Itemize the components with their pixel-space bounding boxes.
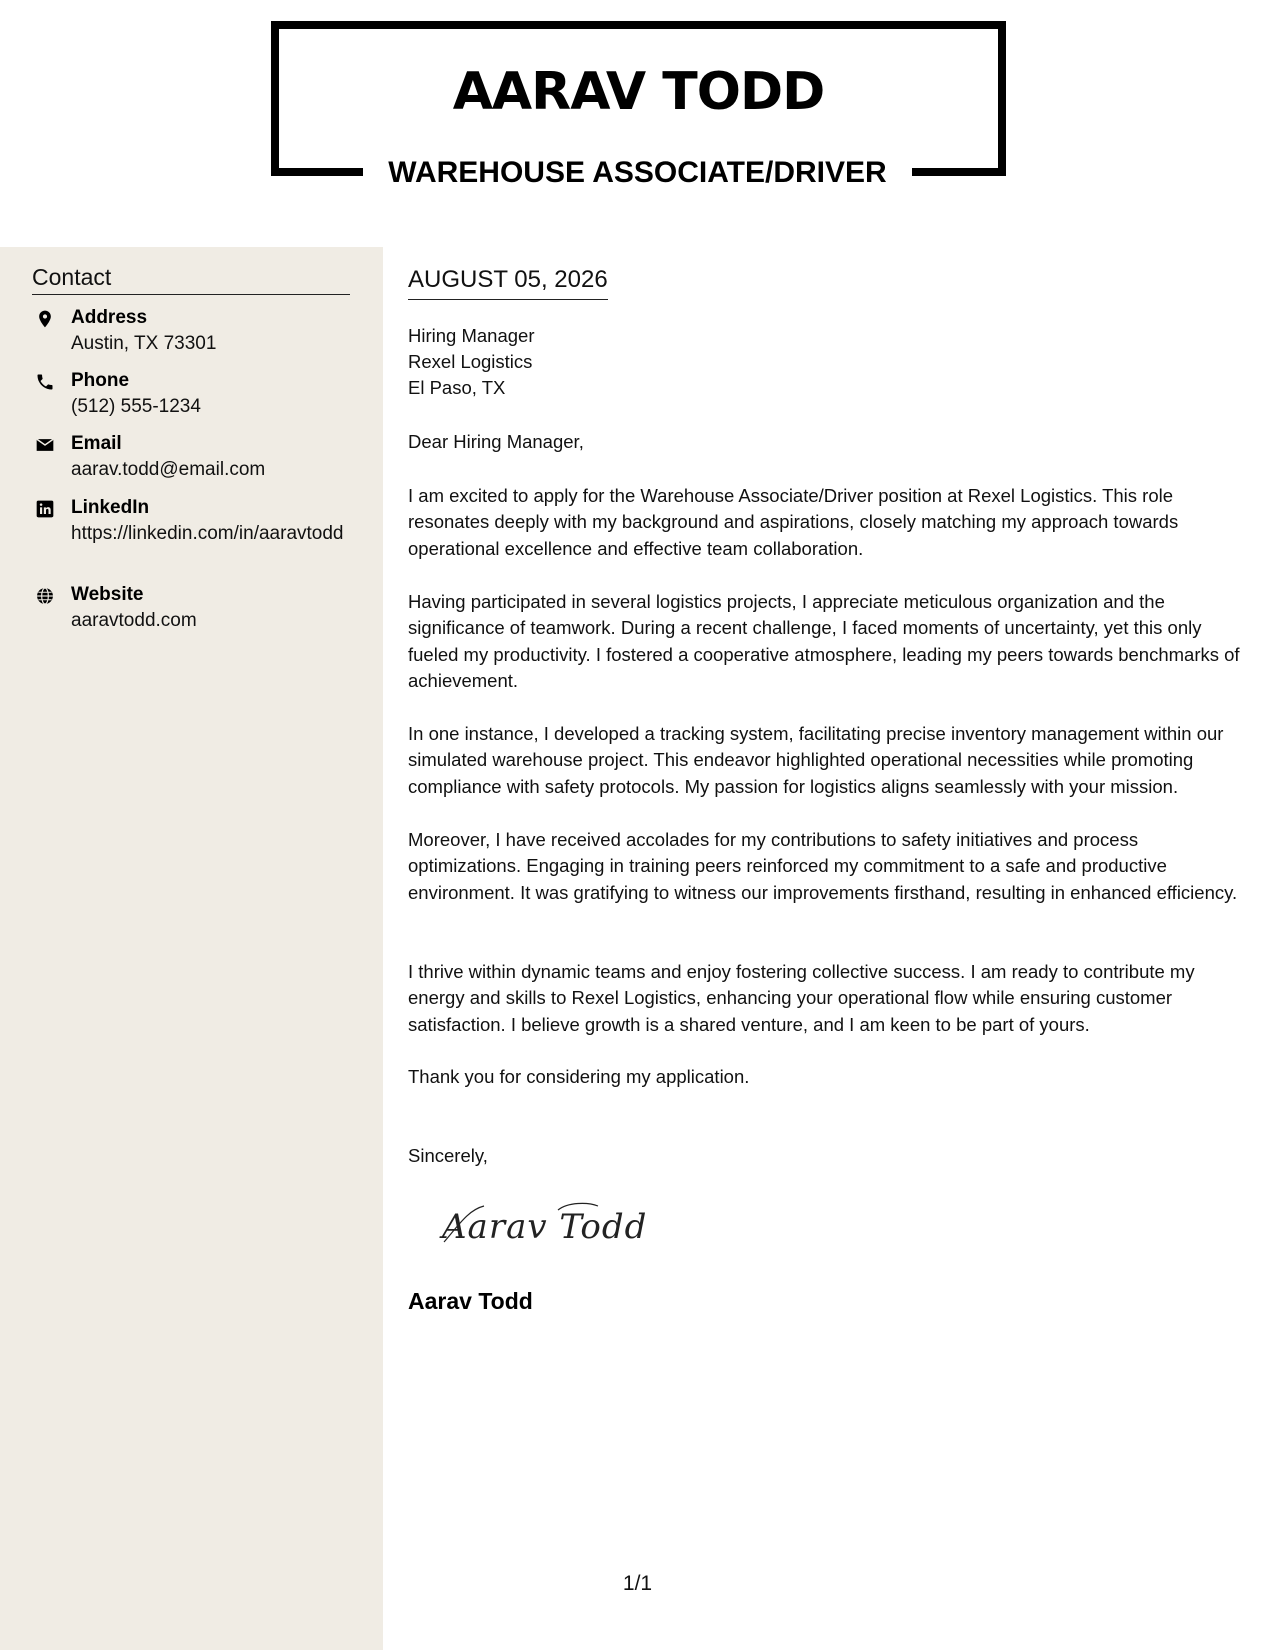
header-frame-corner-right [912,168,1006,176]
contact-value[interactable]: aarav.todd@email.com [71,459,266,480]
closing: Sincerely, [408,1145,488,1166]
contact-value: Austin, TX 73301 [71,333,217,354]
signature-text: Aarav Todd [442,1207,648,1247]
envelope-icon [35,435,55,455]
letter-date: AUGUST 05, 2026 [408,264,608,300]
phone-icon [35,372,55,392]
contact-value[interactable]: https://linkedin.com/in/aaravtodd [71,523,344,544]
body-paragraph: I am excited to apply for the Warehouse Associate/Driver position at Rexel Logistics. This role resonates deeply with my background and aspirations, closely matching my approach towards operational excellence and effective team collaboration. [408,485,1179,559]
recipient-line: Hiring Manager [408,325,535,346]
location-pin-icon [35,309,55,329]
contact-value[interactable]: aaravtodd.com [71,610,197,631]
contact-label: Website [71,584,144,605]
contact-label: Email [71,433,122,454]
job-title: WAREHOUSE ASSOCIATE/DRIVER [388,156,887,189]
contact-value: (512) 555-1234 [71,396,201,417]
handwritten-signature [438,1196,668,1256]
recipient-line: Rexel Logistics [408,351,533,372]
recipient-block [408,323,534,401]
globe-icon [35,586,55,606]
contact-label: Address [71,307,148,328]
contact-label: LinkedIn [71,497,150,518]
linkedin-icon [35,499,55,519]
page-number: 1/1 [622,1572,653,1595]
contact-heading: Contact [32,262,350,295]
header-frame-corner-left [271,168,363,176]
signer-name: Aarav Todd [408,1288,533,1314]
body-paragraph: I thrive within dynamic teams and enjoy fostering collective success. I am ready to contribute my energy and skills to Rexel Logistics, enhancing your operational flow while ensuring customer satisfaction. I believe growth is a shared venture, and I am keen to be part of yours. [408,961,1195,1035]
recipient-line: El Paso, TX [408,377,506,398]
body-paragraph: Thank you for considering my application. [408,1066,750,1087]
body-paragraph: Moreover, I have received accolades for my contributions to safety initiatives and process optimizations. Engaging in training peers reinforced my commitment to a safe and productive environment. It was gratifying to witness our improvements firsthand, resulting in enhanced efficiency. [408,829,1238,903]
applicant-name: AARAV TODD [452,62,825,122]
body-paragraph: In one instance, I developed a tracking system, facilitating precise inventory management within our simulated warehouse project. This endeavor highlighted operational necessities while promoting compliance with safety protocols. My passion for logistics aligns seamlessly with your mission. [408,723,1224,797]
body-paragraph: Having participated in several logistics projects, I appreciate meticulous organization and the significance of teamwork. During a recent challenge, I faced moments of uncertainty, yet this only fueled my productivity. I fostered a cooperative atmosphere, leading my peers towards benchmarks of achievement. [408,591,1240,692]
salutation: Dear Hiring Manager, [408,431,584,452]
contact-label: Phone [71,370,130,391]
